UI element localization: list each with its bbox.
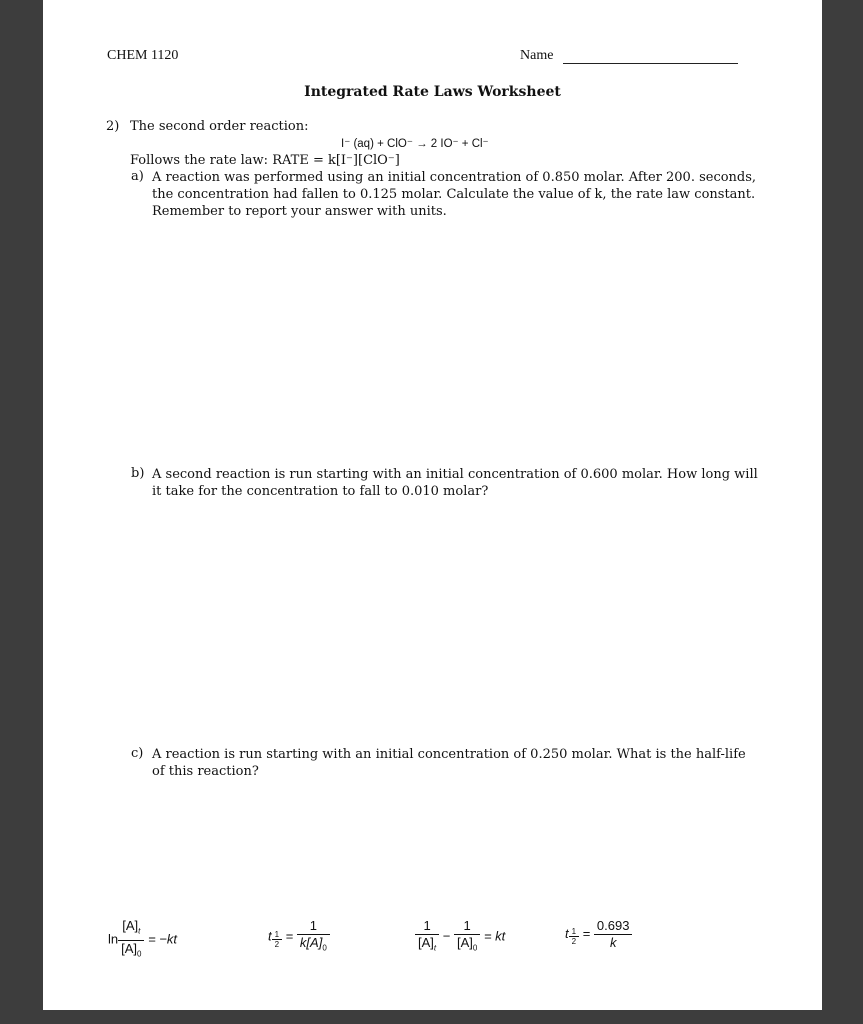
numerator: 1	[297, 918, 330, 935]
half-life-fraction	[594, 918, 633, 951]
part-a-letter: a)	[131, 169, 144, 184]
denominator: [A]	[418, 935, 434, 950]
numerator: [A]	[122, 918, 139, 933]
part-c-letter: c)	[131, 746, 144, 761]
numerator: 0.693	[594, 918, 633, 935]
equals-sign: =	[285, 928, 294, 944]
second-order-half-life-formula	[268, 918, 330, 957]
part-c-text: A reaction is run starting with an initial concentration of 0.250 molar. What is the half-life of this reaction?	[152, 747, 746, 779]
course-code: CHEM 1120	[107, 48, 179, 63]
formula-rhs: = −kt	[148, 931, 178, 947]
t-symbol: t	[565, 925, 569, 941]
part-b-letter: b)	[131, 466, 145, 481]
denominator-subscript: 0	[322, 943, 327, 953]
denominator: k[A]	[299, 935, 323, 950]
name-label: Name	[520, 48, 554, 63]
minus-sign: −	[442, 928, 451, 944]
denominator: k	[609, 935, 617, 950]
half-life-fraction	[297, 918, 330, 957]
half-subscript: $\frac{1}{2}$	[272, 930, 282, 949]
question-number: 2)	[106, 119, 120, 134]
part-b-text: A second reaction is run starting with an initial concentration of 0.600 molar. How long will it take for the concentration to fall to 0.010 molar?	[152, 467, 758, 499]
part-a-text: A reaction was performed using an initial concentration of 0.850 molar. After 200. seconds, the concentration had fallen to 0.125 molar. Calculate the value of k, the rate law constant. Remember to report your answer with units.	[152, 170, 757, 219]
reaction-equation: I⁻ (aq) + ClO⁻ → 2 IO⁻ + Cl⁻	[341, 138, 489, 150]
t-symbol: t	[268, 928, 272, 944]
ln-symbol: ln	[108, 931, 119, 947]
concentration-ratio	[118, 918, 144, 962]
first-order-half-life-formula	[565, 918, 632, 951]
first-order-integrated-formula	[108, 918, 177, 962]
equals-sign: =	[582, 925, 591, 941]
worksheet-title: Integrated Rate Laws Worksheet	[304, 84, 561, 100]
second-order-integrated-formula	[415, 918, 505, 957]
question-intro: The second order reaction:	[130, 119, 309, 134]
numerator-subscript: t	[138, 926, 141, 936]
half-subscript: $\frac{1}{2}$	[569, 927, 579, 946]
inverse-a0-fraction: $\frac{1}{[A]_0}$	[454, 918, 480, 957]
denominator: [A]	[456, 935, 473, 950]
denominator: [A]	[121, 940, 138, 956]
name-blank-line[interactable]	[563, 63, 738, 64]
denominator-subscript: 0	[137, 949, 142, 959]
rate-law: Follows the rate law: RATE = k[I⁻][ClO⁻]	[130, 153, 400, 168]
worksheet-page	[43, 0, 822, 1010]
inverse-at-fraction: $\frac{1}{[A]_t}$	[415, 918, 439, 957]
formula-rhs: = kt	[483, 928, 506, 944]
